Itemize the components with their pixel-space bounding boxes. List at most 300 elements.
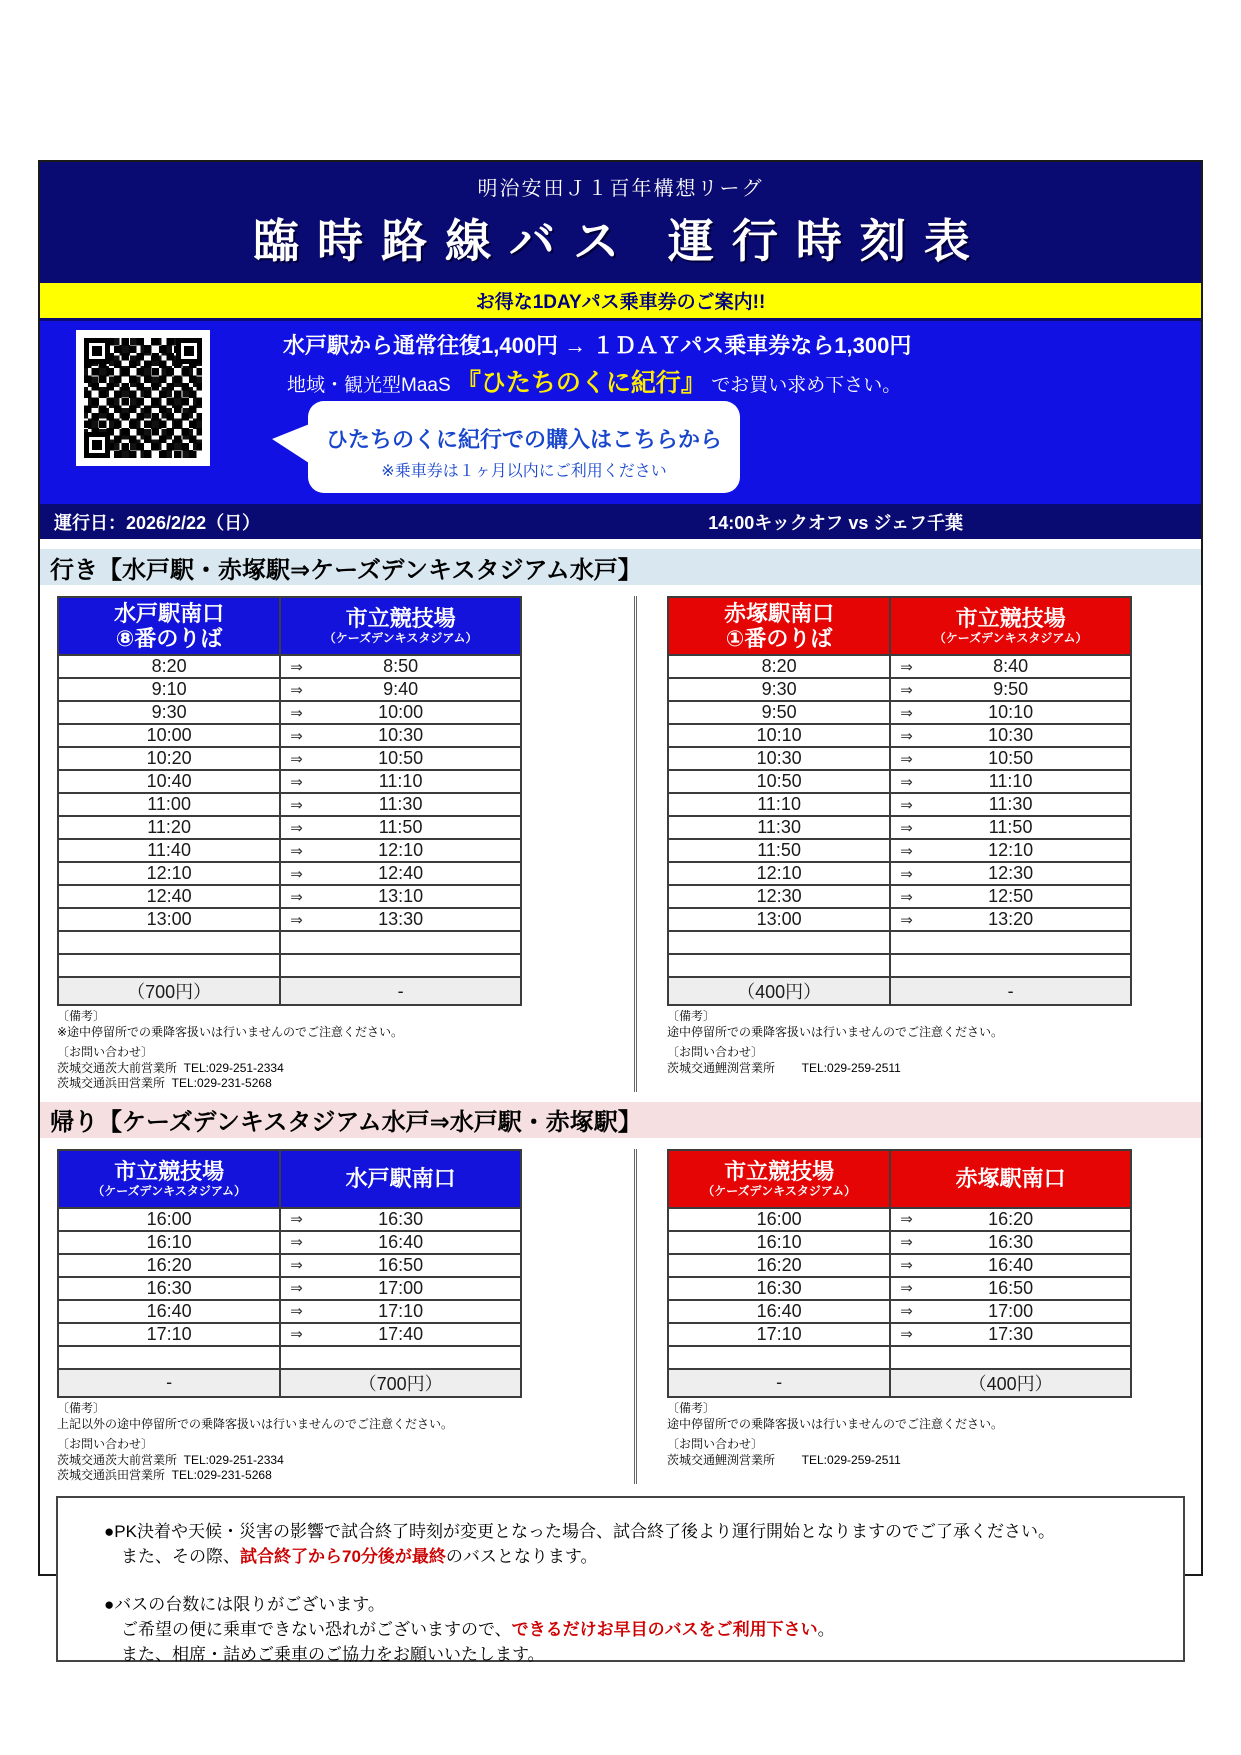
departure-time: 10:40 [58, 770, 280, 793]
timetable-row [668, 770, 1131, 793]
arrival-cell [280, 839, 521, 862]
arrival-time: 12:40 [378, 863, 424, 883]
departure-time [668, 1346, 890, 1369]
departure-time: 16:40 [58, 1300, 280, 1323]
arrival-time: 13:20 [988, 909, 1034, 929]
arrow-icon: ⇒ [900, 1280, 913, 1298]
fare-value: - [890, 977, 1131, 1005]
contact-label: 〔お問い合わせ〕 [667, 1437, 764, 1452]
arrow-icon: ⇒ [290, 773, 303, 791]
timetable-row [58, 655, 521, 678]
note-text-red: 試合終了から70分後が最終 [240, 1546, 446, 1566]
departure-time: 12:10 [58, 862, 280, 885]
timetable-inbound-akatsuka [667, 1149, 1132, 1398]
arrival-cell [890, 931, 1131, 954]
remarks-label: 〔備考〕 [667, 1009, 716, 1023]
inbound-akatsuka-column [637, 1149, 1201, 1484]
contact-line: 茨城交通鯉渕営業所 TEL:029-259-2511 [667, 1060, 901, 1075]
departure-time: 10:10 [668, 724, 890, 747]
kickoff-info: 14:00キックオフ vs ジェフ千葉 [708, 512, 963, 533]
timetable-row [58, 1208, 521, 1231]
outbound-mito-column [40, 596, 637, 1092]
departure-time: 17:10 [668, 1323, 890, 1346]
stop-name: 水戸駅南口 [114, 600, 225, 626]
stop-sub: （ケーズデンキスタジアム） [702, 1183, 857, 1198]
arrival-cell [890, 816, 1131, 839]
timetable-row [668, 839, 1131, 862]
timetable-row [668, 1208, 1131, 1231]
fare-row [58, 977, 521, 1005]
stop-sub: （ケーズデンキスタジアム） [92, 1183, 247, 1198]
arrival-cell [890, 1277, 1131, 1300]
timetable-row [668, 1231, 1131, 1254]
timetable-row [58, 885, 521, 908]
qr-finder-icon [84, 432, 110, 458]
arrow-icon: ⇒ [900, 658, 913, 676]
arrival-cell [890, 1300, 1131, 1323]
arrow-icon: ⇒ [900, 1303, 913, 1321]
arrival-cell [890, 954, 1131, 977]
timetable-row [58, 862, 521, 885]
departure-time: 12:40 [58, 885, 280, 908]
bubble-title: ひたちのくに紀行での購入はこちらから [325, 427, 722, 452]
timetable-row [668, 816, 1131, 839]
timetable-row [58, 816, 521, 839]
remarks-label: 〔備考〕 [57, 1009, 106, 1023]
departure-time: 9:50 [668, 701, 890, 724]
arrival-cell [280, 770, 521, 793]
arrival-cell [890, 701, 1131, 724]
stop-sub: （ケーズデンキスタジアム） [933, 630, 1088, 645]
departure-time: 10:20 [58, 747, 280, 770]
arrival-time: 16:30 [378, 1208, 424, 1229]
stop-sub: （ケーズデンキスタジアム） [323, 630, 478, 645]
arrival-cell [890, 1231, 1131, 1254]
arrow-icon: ⇒ [290, 1280, 303, 1298]
departure-time: 9:10 [58, 678, 280, 701]
timetable-row [58, 678, 521, 701]
column-header-to [890, 597, 1131, 655]
inbound-mito-column [40, 1149, 637, 1484]
speech-bubble-tail-icon [272, 423, 312, 465]
arrow-icon: ⇒ [290, 1326, 303, 1344]
arrow-icon: ⇒ [290, 1234, 303, 1252]
departure-time [58, 931, 280, 954]
timetable-row [668, 678, 1131, 701]
arrival-cell [280, 885, 521, 908]
timetable-row [668, 655, 1131, 678]
note-text-red: できるだけお早目のバスをご利用下さい [511, 1619, 818, 1639]
arrival-time: 11:50 [988, 817, 1033, 837]
departure-time [668, 931, 890, 954]
contact-line: 茨城交通茨大前営業所 TEL:029-251-2334 [57, 1452, 284, 1467]
notes-box [56, 1496, 1185, 1662]
timetable-row [58, 793, 521, 816]
departure-time: 13:00 [668, 908, 890, 931]
timetable-row [58, 701, 521, 724]
contact-line: 茨城交通茨大前営業所 TEL:029-251-2334 [57, 1060, 284, 1075]
timetable-row [58, 747, 521, 770]
daypass-promo [40, 321, 1201, 504]
arrival-cell [280, 724, 521, 747]
arrival-cell [280, 1300, 521, 1323]
bubble-note: ※乗車券は１ヶ月以内にご利用ください [381, 463, 667, 480]
arrival-time: 11:10 [988, 771, 1033, 791]
column-header-from [668, 1150, 890, 1208]
arrival-time: 17:40 [378, 1323, 424, 1344]
section-outbound-title: 行き【水戸駅・赤塚駅⇒ケーズデンキスタジアム水戸】 [40, 549, 1201, 585]
column-header-to [890, 1150, 1131, 1208]
stop-name: 赤塚駅南口 [955, 1166, 1066, 1192]
arrival-cell [280, 655, 521, 678]
contact-line: 茨城交通鯉渕営業所 TEL:029-259-2511 [667, 1452, 901, 1467]
departure-time: 11:30 [668, 816, 890, 839]
page-title: 臨時路線バス 運行時刻表 [253, 215, 988, 267]
arrival-time: 8:50 [383, 656, 419, 676]
timetable-row [58, 954, 521, 977]
arrow-icon: ⇒ [290, 796, 303, 814]
arrival-cell [280, 1323, 521, 1346]
timetable-row [668, 1254, 1131, 1277]
arrival-time: 16:40 [988, 1254, 1034, 1275]
timetable-row [668, 747, 1131, 770]
departure-time: 17:10 [58, 1323, 280, 1346]
departure-time: 16:00 [668, 1208, 890, 1231]
arrival-cell [890, 1323, 1131, 1346]
arrival-cell [890, 908, 1131, 931]
timetable-row [668, 908, 1131, 931]
remarks-block [667, 1401, 1132, 1468]
departure-time: 16:20 [668, 1254, 890, 1277]
stop-name: 市立競技場 [345, 606, 456, 632]
departure-time: 11:10 [668, 793, 890, 816]
arrow-icon: ⇒ [900, 911, 913, 929]
departure-time: 9:30 [668, 678, 890, 701]
departure-time: 16:10 [58, 1231, 280, 1254]
arrow-icon: ⇒ [900, 727, 913, 745]
fare-value: - [668, 1369, 890, 1397]
arrow-icon: ⇒ [290, 750, 303, 768]
purchase-speech-bubble [308, 401, 740, 493]
timetable-row [58, 931, 521, 954]
arrival-cell [280, 1208, 521, 1231]
stop-name: 赤塚駅南口 [724, 600, 835, 626]
timetable-row [668, 724, 1131, 747]
arrival-time: 11:30 [988, 794, 1033, 814]
timetable-row [668, 1300, 1131, 1323]
outbound-akatsuka-column [637, 596, 1201, 1092]
departure-time: 8:20 [58, 655, 280, 678]
arrow-icon: ⇒ [900, 819, 913, 837]
arrival-time: 17:30 [988, 1323, 1034, 1344]
arrival-cell [890, 1346, 1131, 1369]
column-header-from [58, 597, 280, 655]
arrival-cell [890, 862, 1131, 885]
contact-line: 茨城交通浜田営業所 TEL:029-231-5268 [57, 1468, 272, 1483]
arrival-cell [890, 724, 1131, 747]
arrow-icon: ⇒ [900, 1211, 913, 1229]
arrival-cell [280, 862, 521, 885]
departure-time: 11:00 [58, 793, 280, 816]
arrival-time: 10:50 [378, 748, 424, 768]
arrival-cell [280, 1231, 521, 1254]
fare-value: （700円） [58, 977, 280, 1005]
note-1-line-2 [104, 1545, 1173, 1570]
arrival-cell [280, 678, 521, 701]
promo-maas-line [287, 363, 901, 399]
arrival-time: 10:30 [988, 725, 1034, 745]
fare-row [668, 1369, 1131, 1397]
timetable-row [58, 1254, 521, 1277]
column-header-from [668, 597, 890, 655]
timetable-row [668, 931, 1131, 954]
arrival-cell [280, 908, 521, 931]
remarks-block [667, 1009, 1132, 1076]
note-text: 。 [817, 1619, 835, 1639]
arrow-icon: ⇒ [900, 773, 913, 791]
fare-value: （700円） [280, 1369, 521, 1397]
note-2-line-1: ●バスの台数には限りがございます。 [104, 1595, 385, 1615]
arrival-cell [890, 1254, 1131, 1277]
timetable-row [668, 1323, 1131, 1346]
departure-time: 16:30 [58, 1277, 280, 1300]
departure-time: 13:00 [58, 908, 280, 931]
arrow-icon: ⇒ [900, 704, 913, 722]
arrival-time: 17:00 [378, 1277, 424, 1298]
departure-time [668, 954, 890, 977]
timetable-row [58, 908, 521, 931]
note-text: また、その際、 [104, 1546, 240, 1566]
arrow-icon: ⇒ [290, 1211, 303, 1229]
arrival-cell [890, 793, 1131, 816]
arrival-time: 17:00 [988, 1300, 1034, 1321]
remarks-text: 上記以外の途中停留所での乗降客扱いは行いませんのでご注意ください。 [57, 1416, 454, 1431]
departure-time: 16:00 [58, 1208, 280, 1231]
note-2-line-3: また、相席・詰めご乗車のご協力をお願いいたします。 [104, 1644, 545, 1664]
stop-name: 市立競技場 [114, 1159, 225, 1185]
column-header-from [58, 1150, 280, 1208]
departure-time: 12:10 [668, 862, 890, 885]
fare-row [668, 977, 1131, 1005]
timetable-row [668, 1346, 1131, 1369]
fare-value: - [58, 1369, 280, 1397]
arrival-time: 16:50 [378, 1254, 424, 1275]
arrival-time: 11:10 [378, 771, 423, 791]
arrow-icon: ⇒ [900, 1234, 913, 1252]
arrow-icon: ⇒ [900, 1257, 913, 1275]
note-text: ご希望の便に乗車できない恐れがございますので、 [104, 1619, 512, 1639]
qr-finder-icon [176, 338, 202, 364]
promo-maas-prefix: 地域・観光型MaaS [287, 375, 456, 396]
arrival-time: 13:10 [378, 886, 424, 906]
departure-time: 16:40 [668, 1300, 890, 1323]
promo-maas-suffix: でお買い求め下さい。 [705, 375, 902, 396]
arrow-icon: ⇒ [290, 888, 303, 906]
timetable-outbound-akatsuka [667, 596, 1132, 1006]
remarks-label: 〔備考〕 [667, 1400, 716, 1415]
arrow-icon: ⇒ [290, 1257, 303, 1275]
arrow-icon: ⇒ [290, 1303, 303, 1321]
fare-value: - [280, 977, 521, 1005]
remarks-block [57, 1401, 522, 1484]
section-inbound-title: 帰り【ケーズデンキスタジアム水戸⇒水戸駅・赤塚駅】 [40, 1102, 1201, 1138]
departure-time: 10:00 [58, 724, 280, 747]
arrival-time: 17:10 [378, 1300, 424, 1321]
arrow-icon: ⇒ [290, 911, 303, 929]
remarks-text: ※途中停留所での乗降客扱いは行いませんのでご注意ください。 [57, 1024, 404, 1039]
arrow-icon: ⇒ [900, 1326, 913, 1344]
arrival-cell [280, 1254, 521, 1277]
fare-value: （400円） [890, 1369, 1131, 1397]
arrow-icon: ⇒ [900, 750, 913, 768]
timetable-outbound-mito [57, 596, 522, 1006]
timetable-row [58, 1300, 521, 1323]
arrow-icon: ⇒ [290, 842, 303, 860]
operation-date: 運行日：2026/2/22（日） [54, 512, 261, 533]
fare-row [58, 1369, 521, 1397]
arrival-cell [890, 1208, 1131, 1231]
league-name: 明治安田Ｊ１百年構想リーグ [477, 178, 764, 200]
stop-sub: ①番のりば [725, 626, 833, 651]
arrival-cell [280, 816, 521, 839]
stop-name: 市立競技場 [955, 606, 1066, 632]
departure-time: 16:30 [668, 1277, 890, 1300]
outbound-tables [40, 596, 1201, 1092]
remarks-text: 途中停留所での乗降客扱いは行いませんのでご注意ください。 [667, 1416, 1004, 1431]
arrival-time: 10:00 [378, 702, 424, 722]
qr-code-icon [76, 330, 210, 466]
departure-time: 11:20 [58, 816, 280, 839]
remarks-text: 途中停留所での乗降客扱いは行いませんのでご注意ください。 [667, 1024, 1004, 1039]
arrival-time: 10:50 [988, 748, 1034, 768]
arrow-icon: ⇒ [290, 681, 303, 699]
fare-value: （400円） [668, 977, 890, 1005]
arrow-icon: ⇒ [290, 865, 303, 883]
arrival-time: 12:10 [378, 840, 424, 860]
arrow-icon: ⇒ [900, 796, 913, 814]
arrow-icon: ⇒ [900, 888, 913, 906]
arrival-cell [890, 839, 1131, 862]
timetable-flyer [38, 160, 1203, 1664]
departure-time: 11:50 [668, 839, 890, 862]
inbound-tables [40, 1149, 1201, 1484]
stop-sub: ⑧番のりば [115, 626, 223, 651]
header [40, 162, 1201, 283]
note-1-line-1: ●PK決着や天候・災害の影響で試合終了時刻が変更となった場合、試合終了後より運行開始となりますのでご了承ください。 [104, 1521, 1055, 1541]
date-bar [40, 504, 1201, 539]
arrow-icon: ⇒ [290, 704, 303, 722]
arrival-time: 16:20 [988, 1208, 1034, 1229]
timetable-row [58, 1231, 521, 1254]
arrow-icon: ⇒ [290, 727, 303, 745]
arrow-icon: ⇒ [900, 681, 913, 699]
arrow-icon: ⇒ [290, 819, 303, 837]
departure-time: 10:50 [668, 770, 890, 793]
promo-maas-brand: 『ひたちのくに紀行』 [455, 369, 706, 397]
arrival-cell [890, 678, 1131, 701]
note-2-line-2 [104, 1618, 1173, 1643]
arrival-time: 8:40 [993, 656, 1029, 676]
arrival-cell [890, 747, 1131, 770]
arrival-cell [280, 954, 521, 977]
timetable-row [58, 1323, 521, 1346]
arrival-time: 11:50 [378, 817, 423, 837]
arrival-cell [280, 793, 521, 816]
arrival-cell [280, 1346, 521, 1369]
arrival-cell [280, 1277, 521, 1300]
arrival-cell [890, 655, 1131, 678]
arrival-time: 9:40 [383, 679, 419, 699]
departure-time [58, 1346, 280, 1369]
departure-time: 8:20 [668, 655, 890, 678]
contact-label: 〔お問い合わせ〕 [667, 1045, 764, 1060]
arrival-time: 16:40 [378, 1231, 424, 1252]
arrival-cell [280, 701, 521, 724]
daypass-banner: お得な1DAYパス乗車券のご案内!! [40, 283, 1201, 321]
timetable-row [668, 1277, 1131, 1300]
departure-time: 10:30 [668, 747, 890, 770]
arrival-time: 10:30 [378, 725, 424, 745]
departure-time: 12:30 [668, 885, 890, 908]
arrival-time: 10:10 [988, 702, 1034, 722]
arrow-icon: ⇒ [900, 842, 913, 860]
departure-time: 9:30 [58, 701, 280, 724]
timetable-row [668, 862, 1131, 885]
timetable-row [668, 954, 1131, 977]
departure-time [58, 954, 280, 977]
timetable-row [668, 793, 1131, 816]
departure-time: 16:10 [668, 1231, 890, 1254]
timetable-row [58, 724, 521, 747]
remarks-block [57, 1009, 522, 1092]
timetable-row [58, 839, 521, 862]
arrival-time: 12:10 [988, 840, 1034, 860]
note-text: のバスとなります。 [445, 1546, 598, 1566]
contact-label: 〔お問い合わせ〕 [57, 1437, 154, 1452]
departure-time: 16:20 [58, 1254, 280, 1277]
promo-price-line: 水戸駅から通常往復1,400円 → １ＤＡＹパス乗車券なら1,300円 [283, 333, 912, 358]
stop-name: 水戸駅南口 [345, 1166, 456, 1192]
arrival-cell [280, 747, 521, 770]
arrival-time: 16:50 [988, 1277, 1034, 1298]
qr-finder-icon [84, 338, 110, 364]
timetable-row [58, 1277, 521, 1300]
arrival-cell [890, 885, 1131, 908]
stop-name: 市立競技場 [724, 1159, 835, 1185]
timetable-row [58, 770, 521, 793]
remarks-label: 〔備考〕 [57, 1400, 106, 1415]
timetable-row [58, 1346, 521, 1369]
column-header-to [280, 597, 521, 655]
arrival-time: 12:30 [988, 863, 1034, 883]
arrow-icon: ⇒ [290, 658, 303, 676]
timetable-inbound-mito [57, 1149, 522, 1398]
arrival-time: 12:50 [988, 886, 1034, 906]
arrow-icon: ⇒ [900, 865, 913, 883]
contact-label: 〔お問い合わせ〕 [57, 1045, 154, 1060]
qr-pattern [84, 338, 202, 458]
arrival-time: 9:50 [993, 679, 1029, 699]
arrival-cell [890, 770, 1131, 793]
arrival-time: 16:30 [988, 1231, 1034, 1252]
arrival-time: 13:30 [378, 909, 424, 929]
column-header-to [280, 1150, 521, 1208]
arrival-time: 11:30 [378, 794, 423, 814]
departure-time: 11:40 [58, 839, 280, 862]
timetable-row [668, 885, 1131, 908]
timetable-row [668, 701, 1131, 724]
contact-line: 茨城交通浜田営業所 TEL:029-231-5268 [57, 1076, 272, 1091]
